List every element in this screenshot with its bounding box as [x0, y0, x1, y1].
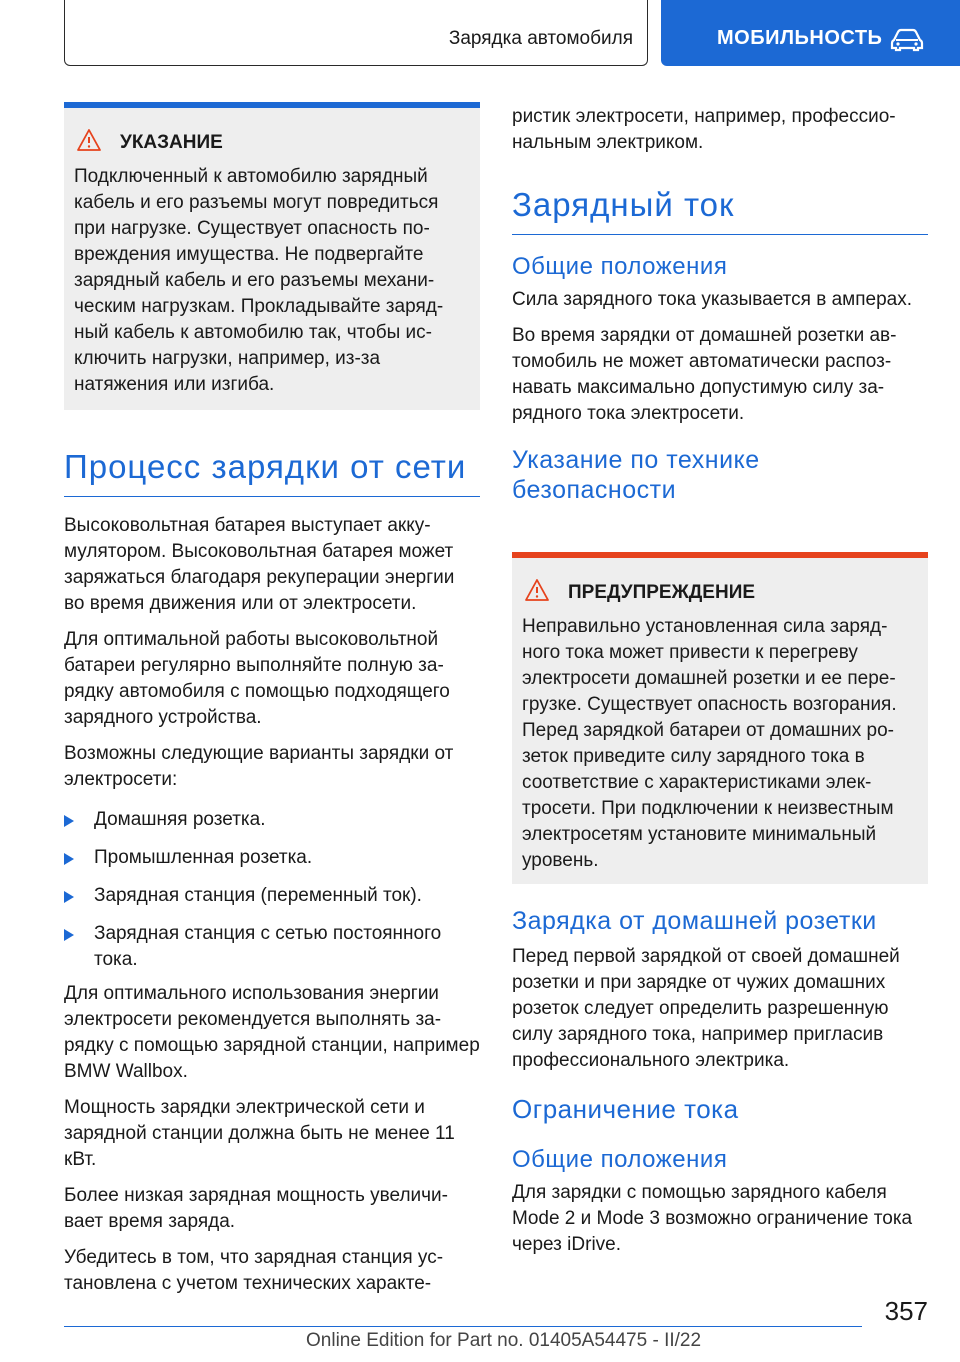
- paragraph: Более низкая зарядная мощность увеличивает время заряда.: [64, 1185, 448, 1232]
- paragraph: Убедитесь в том, что зарядная станция установлена с учетом технических характе-: [64, 1247, 444, 1294]
- notice-title-text: УКАЗАНИЕ: [120, 132, 223, 153]
- list-item: [64, 807, 480, 833]
- subheading-home-outlet: Зарядка от домашней розетки: [512, 907, 877, 935]
- paragraph: Мощность зарядки электрической сети и зарядной станции должна быть не менее 11 кВт.: [64, 1097, 455, 1170]
- bullet-triangle-icon: [64, 815, 74, 827]
- heading-rule: [64, 496, 480, 497]
- notice-title: [120, 132, 470, 154]
- warning-box: [512, 552, 928, 884]
- heading-charging-process: Процесс зарядки от сети: [64, 448, 467, 485]
- list-item-text: Промышленная розетка.: [94, 847, 313, 868]
- bullet-triangle-icon: [64, 891, 74, 903]
- warning-triangle-icon: [524, 578, 550, 602]
- list-item: [64, 845, 480, 871]
- edition-text: Online Edition for Part no. 01405A54475 - II/22: [306, 1330, 702, 1351]
- category-title: МОБИЛЬНОСТЬ: [717, 27, 883, 49]
- list-item: [64, 921, 480, 973]
- heading-current-limit: Ограничение тока: [512, 1094, 739, 1124]
- paragraph: Сила зарядного тока указывается в амперах.: [512, 289, 912, 310]
- paragraph: ристик электросети, например, профессиональным электриком.: [512, 106, 896, 153]
- right-main-top: [512, 104, 928, 505]
- warning-triangle-icon: [76, 128, 102, 152]
- footer-rule: [64, 1326, 862, 1327]
- page-number: 357: [884, 1296, 928, 1326]
- heading-rule: [512, 234, 928, 235]
- paragraph: Для оптимальной работы высоковольтной батареи регулярно выполняйте полную зарядку автомобиля с помощью подходящего зарядного устройства.: [64, 629, 450, 728]
- left-main: [64, 448, 480, 1307]
- subheading-general-2: Общие положения: [512, 1146, 728, 1173]
- warning-text: Неправильно установленная сила зарядного тока может привести к перегреву электросети домашней розетки и ее перегрузке. Существует опасность возгорания. Перед зарядкой батареи от домашних розеток приведите силу зарядного тока в соответствие с характеристиками электросети. При подключении к неизвестным электросетям установите минимальный уровень.: [522, 616, 897, 871]
- right-main-bottom: [512, 906, 928, 1268]
- paragraph: Во время зарядки от домашней розетки автомобиль не может автоматически распознавать максимально допустимую силу зарядного тока электросети.: [512, 325, 897, 424]
- paragraph: Возможны следующие варианты зарядки от электросети:: [64, 743, 454, 790]
- list-item-text: Зарядная станция с сетью постоянного тока.: [94, 923, 442, 970]
- paragraph: Для оптимального использования энергии электросети рекомендуется выполнять зарядку с помощью зарядной станции, например BMW Wallbox.: [64, 983, 480, 1082]
- notice-box: [64, 102, 480, 410]
- bullet-triangle-icon: [64, 929, 74, 941]
- header-section-tab: [64, 0, 648, 66]
- list-item-text: Зарядная станция (переменный ток).: [94, 885, 422, 906]
- header-category-tab: [661, 0, 960, 66]
- list-item: [64, 883, 480, 909]
- heading-charging-current: Зарядный ток: [512, 186, 735, 223]
- paragraph: Перед первой зарядкой от своей домашней розетки и при зарядке от чужих домашних розеток следует определить разрешенную силу зарядного тока, например пригласив профессионального электрика.: [512, 946, 900, 1071]
- list-item-text: Домашняя розетка.: [94, 809, 266, 830]
- paragraph: Для зарядки с помощью зарядного кабеля Mode 2 и Mode 3 возможно ограничение тока через iDrive.: [512, 1182, 913, 1255]
- subheading-safety: Указание по технике безопасности: [512, 446, 760, 504]
- warning-title: [568, 582, 918, 604]
- notice-text: Подключенный к автомобилю зарядный кабель и его разъемы могут повредиться при нагрузке. Существует опасность повреждения имущества. Не подвергайте зарядный кабель и его разъемы механическим нагрузкам. Прокладывайте зарядный кабель к автомобилю так, чтобы исключить нагрузки, например, из-за натяжения или изгиба.: [74, 166, 444, 395]
- paragraph: Высоковольтная батарея выступает аккумулятором. Высоковольтная батарея может заряжаться благодаря рекуперации энергии во время движения или от электросети.: [64, 515, 455, 614]
- section-title: Зарядка автомобиля: [448, 28, 633, 49]
- car-icon: [890, 28, 924, 52]
- bullet-triangle-icon: [64, 853, 74, 865]
- warning-title-text: ПРЕДУПРЕЖДЕНИЕ: [568, 582, 756, 603]
- subheading-general: Общие положения: [512, 253, 728, 280]
